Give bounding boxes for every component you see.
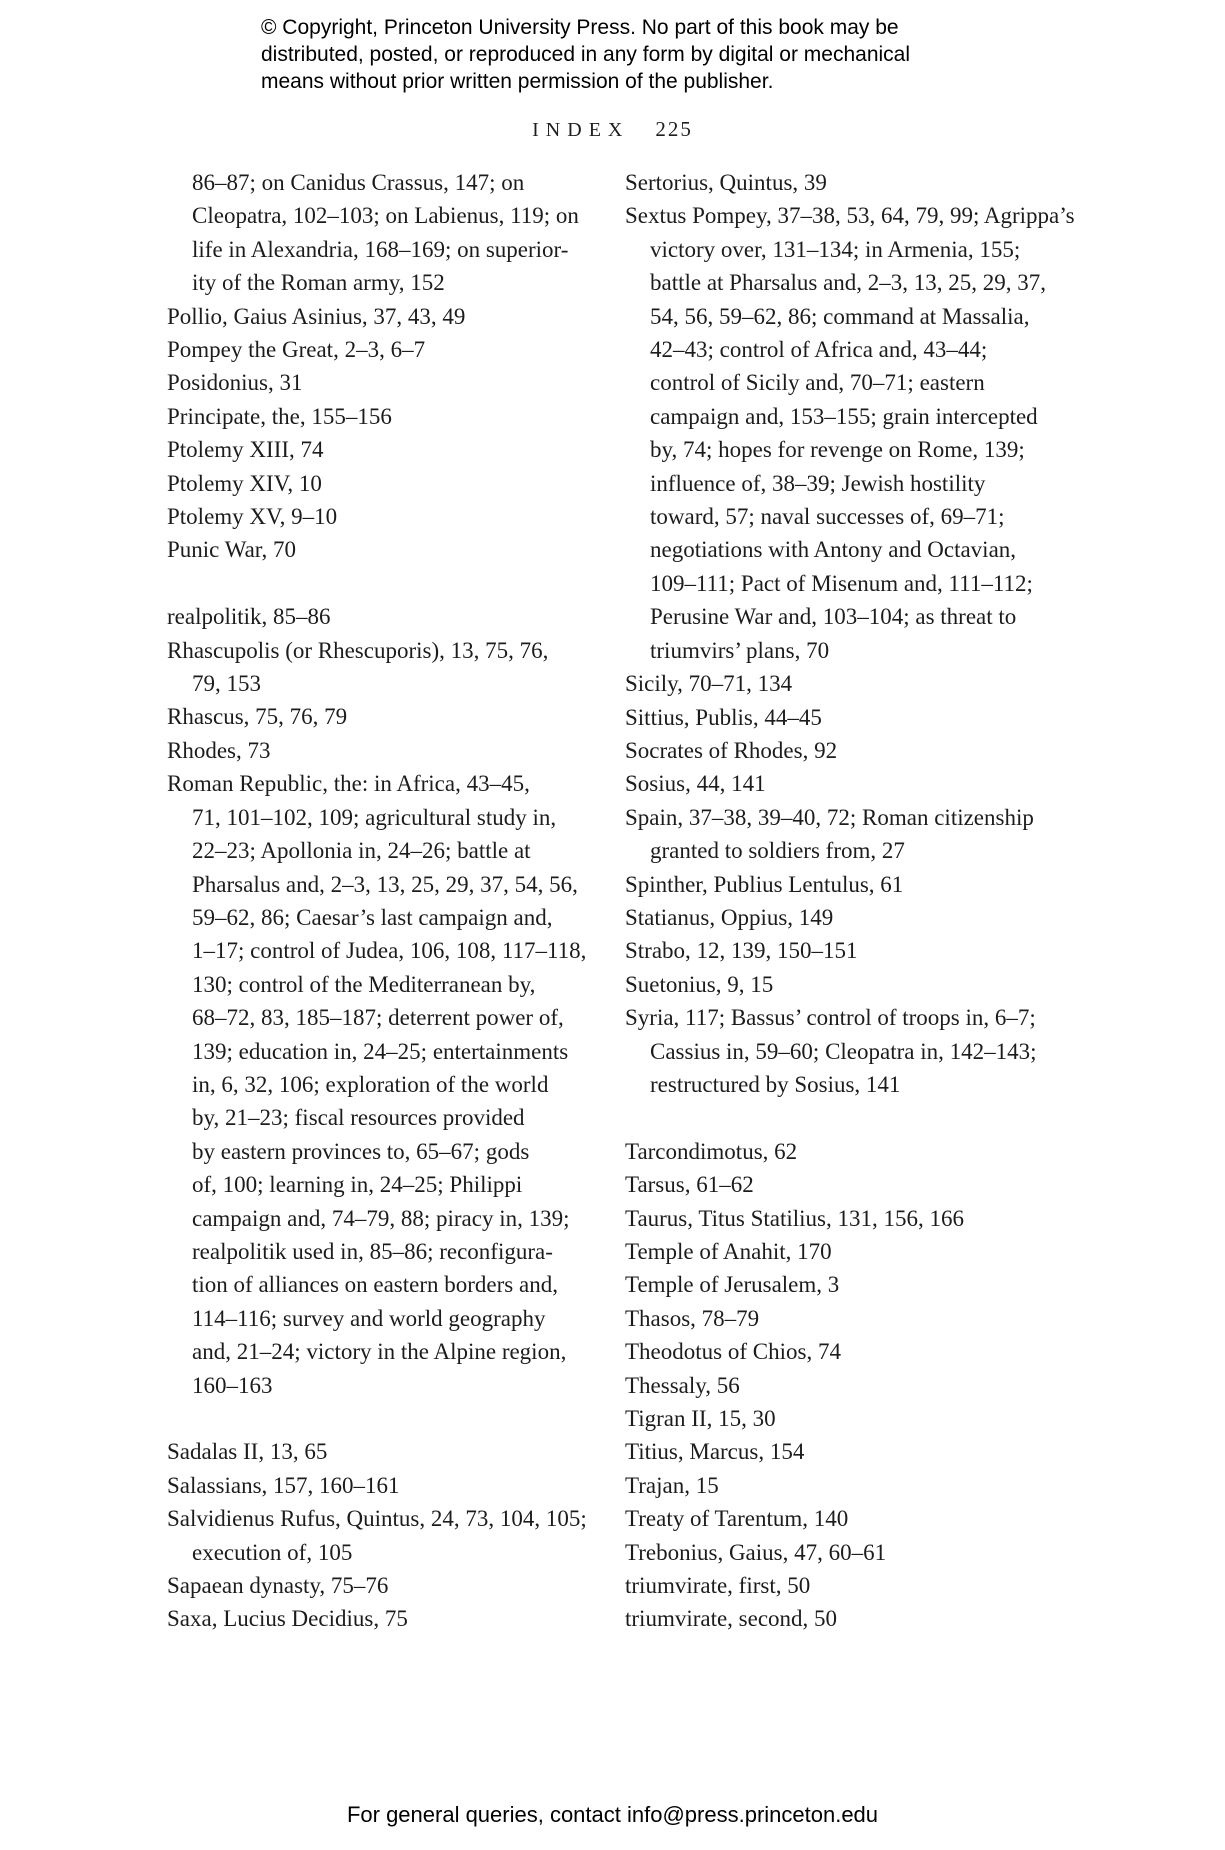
index-entry-continuation: 86–87; on Canidus Crassus, 147; on xyxy=(192,170,525,195)
index-entry: Tarsus, 61–62 xyxy=(625,1172,754,1198)
index-entry: Principate, the, 155–156 xyxy=(167,403,392,429)
index-entry-continuation: in, 6, 32, 106; exploration of the world xyxy=(192,1071,549,1097)
index-entry-continuation: realpolitik used in, 85–86; reconfigura- xyxy=(192,1238,553,1264)
index-entry: Sosius, 44, 141 xyxy=(625,771,766,797)
index-entry: triumvirate, first, 50 xyxy=(625,1573,811,1599)
index-entry-continuation: 79, 153 xyxy=(192,671,261,697)
index-entry: Syria, 117; Bassus’ control of troops in, 6–7; xyxy=(625,1005,1036,1031)
index-entry-continuation: 68–72, 83, 185–187; deterrent power of, xyxy=(192,1005,564,1031)
index-entry-continuation: tion of alliances on eastern borders and, xyxy=(192,1272,558,1298)
index-entry-continuation: victory over, 131–134; in Armenia, 155; xyxy=(650,236,1021,262)
index-entry: Temple of Jerusalem, 3 xyxy=(625,1272,840,1298)
index-entry: Trajan, 15 xyxy=(625,1472,719,1498)
index-entry: Sapaean dynasty, 75–76 xyxy=(167,1573,389,1599)
index-entry-continuation: campaign and, 153–155; grain intercepted xyxy=(650,403,1038,429)
index-entry-continuation: negotiations with Antony and Octavian, xyxy=(650,537,1017,563)
index-entry: Ptolemy XIV, 10 xyxy=(167,470,322,496)
index-entry: Treaty of Tarentum, 140 xyxy=(625,1506,849,1532)
index-entry-continuation: restructured by Sosius, 141 xyxy=(650,1071,901,1097)
index-entry: Thessaly, 56 xyxy=(625,1372,740,1398)
index-section xyxy=(167,600,622,1402)
section-title: INDEX xyxy=(532,119,630,141)
index-entry-continuation: ity of the Roman army, 152 xyxy=(192,270,445,296)
index-entry-continuation: Cleopatra, 102–103; on Labienus, 119; on xyxy=(192,203,579,229)
index-entry: Statianus, Oppius, 149 xyxy=(625,904,834,930)
index-entry-continuation: execution of, 105 xyxy=(192,1539,353,1565)
index-entry: Tarcondimotus, 62 xyxy=(625,1138,798,1164)
index-entry-continuation: control of Sicily and, 70–71; eastern xyxy=(650,370,985,396)
index-entry-continuation: battle at Pharsalus and, 2–3, 13, 25, 29, 37, xyxy=(650,270,1047,296)
copyright-line: distributed, posted, or reproduced in any form by digital or mechanical xyxy=(261,43,911,66)
index-column-left xyxy=(167,166,622,1636)
index-entry: Saxa, Lucius Decidius, 75 xyxy=(167,1606,408,1632)
index-entry: Rhodes, 73 xyxy=(167,737,271,763)
index-entry: Salvidienus Rufus, Quintus, 24, 73, 104, 105; xyxy=(167,1506,587,1532)
index-entry: Spinther, Publius Lentulus, 61 xyxy=(625,871,904,897)
index-entry-continuation: by eastern provinces to, 65–67; gods xyxy=(192,1138,530,1164)
index-entry-continuation: 139; education in, 24–25; entertainments xyxy=(192,1038,569,1064)
index-section xyxy=(625,166,1100,1101)
index-entry: Sertorius, Quintus, 39 xyxy=(625,170,827,195)
index-entry-continuation: and, 21–24; victory in the Alpine region, xyxy=(192,1339,567,1365)
index-entry: Punic War, 70 xyxy=(167,537,297,563)
index-section xyxy=(625,1135,1100,1636)
index-entry-continuation: triumvirs’ plans, 70 xyxy=(650,637,830,663)
index-section xyxy=(167,166,622,567)
index-entry-continuation: influence of, 38–39; Jewish hostility xyxy=(650,470,986,496)
index-column-right xyxy=(625,166,1100,1636)
index-entry: Sadalas II, 13, 65 xyxy=(167,1439,328,1465)
index-entry: Trebonius, Gaius, 47, 60–61 xyxy=(625,1539,887,1565)
index-entry: Pollio, Gaius Asinius, 37, 43, 49 xyxy=(167,303,466,329)
index-entry-continuation: granted to soldiers from, 27 xyxy=(650,838,905,864)
index-entry: Suetonius, 9, 15 xyxy=(625,971,774,997)
index-entry: Socrates of Rhodes, 92 xyxy=(625,737,838,763)
index-entry-continuation: of, 100; learning in, 24–25; Philippi xyxy=(192,1172,523,1198)
page-header xyxy=(0,117,1225,142)
index-entry-continuation: 160–163 xyxy=(192,1372,273,1398)
index-entry-continuation: 42–43; control of Africa and, 43–44; xyxy=(650,337,988,363)
index-entry-continuation: 114–116; survey and world geography xyxy=(192,1305,546,1331)
index-entry: Posidonius, 31 xyxy=(167,370,303,396)
index-entry-continuation: 109–111; Pact of Misenum and, 111–112; xyxy=(650,570,1033,596)
index-entry: Temple of Anahit, 170 xyxy=(625,1238,832,1264)
index-entry-continuation: 59–62, 86; Caesar’s last campaign and, xyxy=(192,904,553,930)
index-entry: Tigran II, 15, 30 xyxy=(625,1406,776,1432)
index-entry: realpolitik, 85–86 xyxy=(167,604,331,630)
index-entry: Spain, 37–38, 39–40, 72; Roman citizenship xyxy=(625,804,1034,830)
index-entry-continuation: by, 74; hopes for revenge on Rome, 139; xyxy=(650,437,1025,463)
index-entry-continuation: Perusine War and, 103–104; as threat to xyxy=(650,604,1017,630)
index-entry: triumvirate, second, 50 xyxy=(625,1606,838,1632)
index-entry: Sittius, Publis, 44–45 xyxy=(625,704,822,730)
index-entry: Rhascus, 75, 76, 79 xyxy=(167,704,348,730)
index-entry-continuation: by, 21–23; fiscal resources provided xyxy=(192,1105,525,1131)
index-entry: Sicily, 70–71, 134 xyxy=(625,671,793,697)
index-entry-continuation: 54, 56, 59–62, 86; command at Massalia, xyxy=(650,303,1030,329)
index-entry: Thasos, 78–79 xyxy=(625,1305,760,1331)
index-entry-continuation: 71, 101–102, 109; agricultural study in, xyxy=(192,804,557,830)
index-entry: Ptolemy XV, 9–10 xyxy=(167,504,338,530)
index-entry: Salassians, 157, 160–161 xyxy=(167,1472,400,1498)
index-entry-continuation: life in Alexandria, 168–169; on superior- xyxy=(192,236,569,262)
index-entry: Theodotus of Chios, 74 xyxy=(625,1339,841,1365)
index-entry-continuation: 130; control of the Mediterranean by, xyxy=(192,971,536,997)
index-section xyxy=(167,1435,622,1635)
copyright-notice xyxy=(261,14,911,95)
page-number: 225 xyxy=(655,117,693,141)
index-entry: Titius, Marcus, 154 xyxy=(625,1439,805,1465)
index-entry: Taurus, Titus Statilius, 131, 156, 166 xyxy=(625,1205,964,1231)
index-entry: Pompey the Great, 2–3, 6–7 xyxy=(167,337,426,363)
index-entry: Ptolemy XIII, 74 xyxy=(167,437,324,463)
footer-contact: For general queries, contact info@press.princeton.edu xyxy=(346,1802,879,1827)
index-entry-continuation: toward, 57; naval successes of, 69–71; xyxy=(650,504,1005,530)
index-entry: Roman Republic, the: in Africa, 43–45, xyxy=(167,771,530,797)
index-entry: Rhascupolis (or Rhescuporis), 13, 75, 76, xyxy=(167,637,549,663)
index-entry-continuation: Cassius in, 59–60; Cleopatra in, 142–143; xyxy=(650,1038,1037,1064)
index-entry: Strabo, 12, 139, 150–151 xyxy=(625,938,858,964)
copyright-line: © Copyright, Princeton University Press. No part of this book may be xyxy=(261,16,899,39)
index-entry: Sextus Pompey, 37–38, 53, 64, 79, 99; Agrippa’s xyxy=(625,203,1075,229)
copyright-line: means without prior written permission of the publisher. xyxy=(261,70,774,93)
index-entry-continuation: 22–23; Apollonia in, 24–26; battle at xyxy=(192,838,531,864)
index-entry-continuation: 1–17; control of Judea, 106, 108, 117–118, xyxy=(192,938,587,964)
index-entry-continuation: Pharsalus and, 2–3, 13, 25, 29, 37, 54, 56, xyxy=(192,871,578,897)
index-entry-continuation: campaign and, 74–79, 88; piracy in, 139; xyxy=(192,1205,570,1231)
